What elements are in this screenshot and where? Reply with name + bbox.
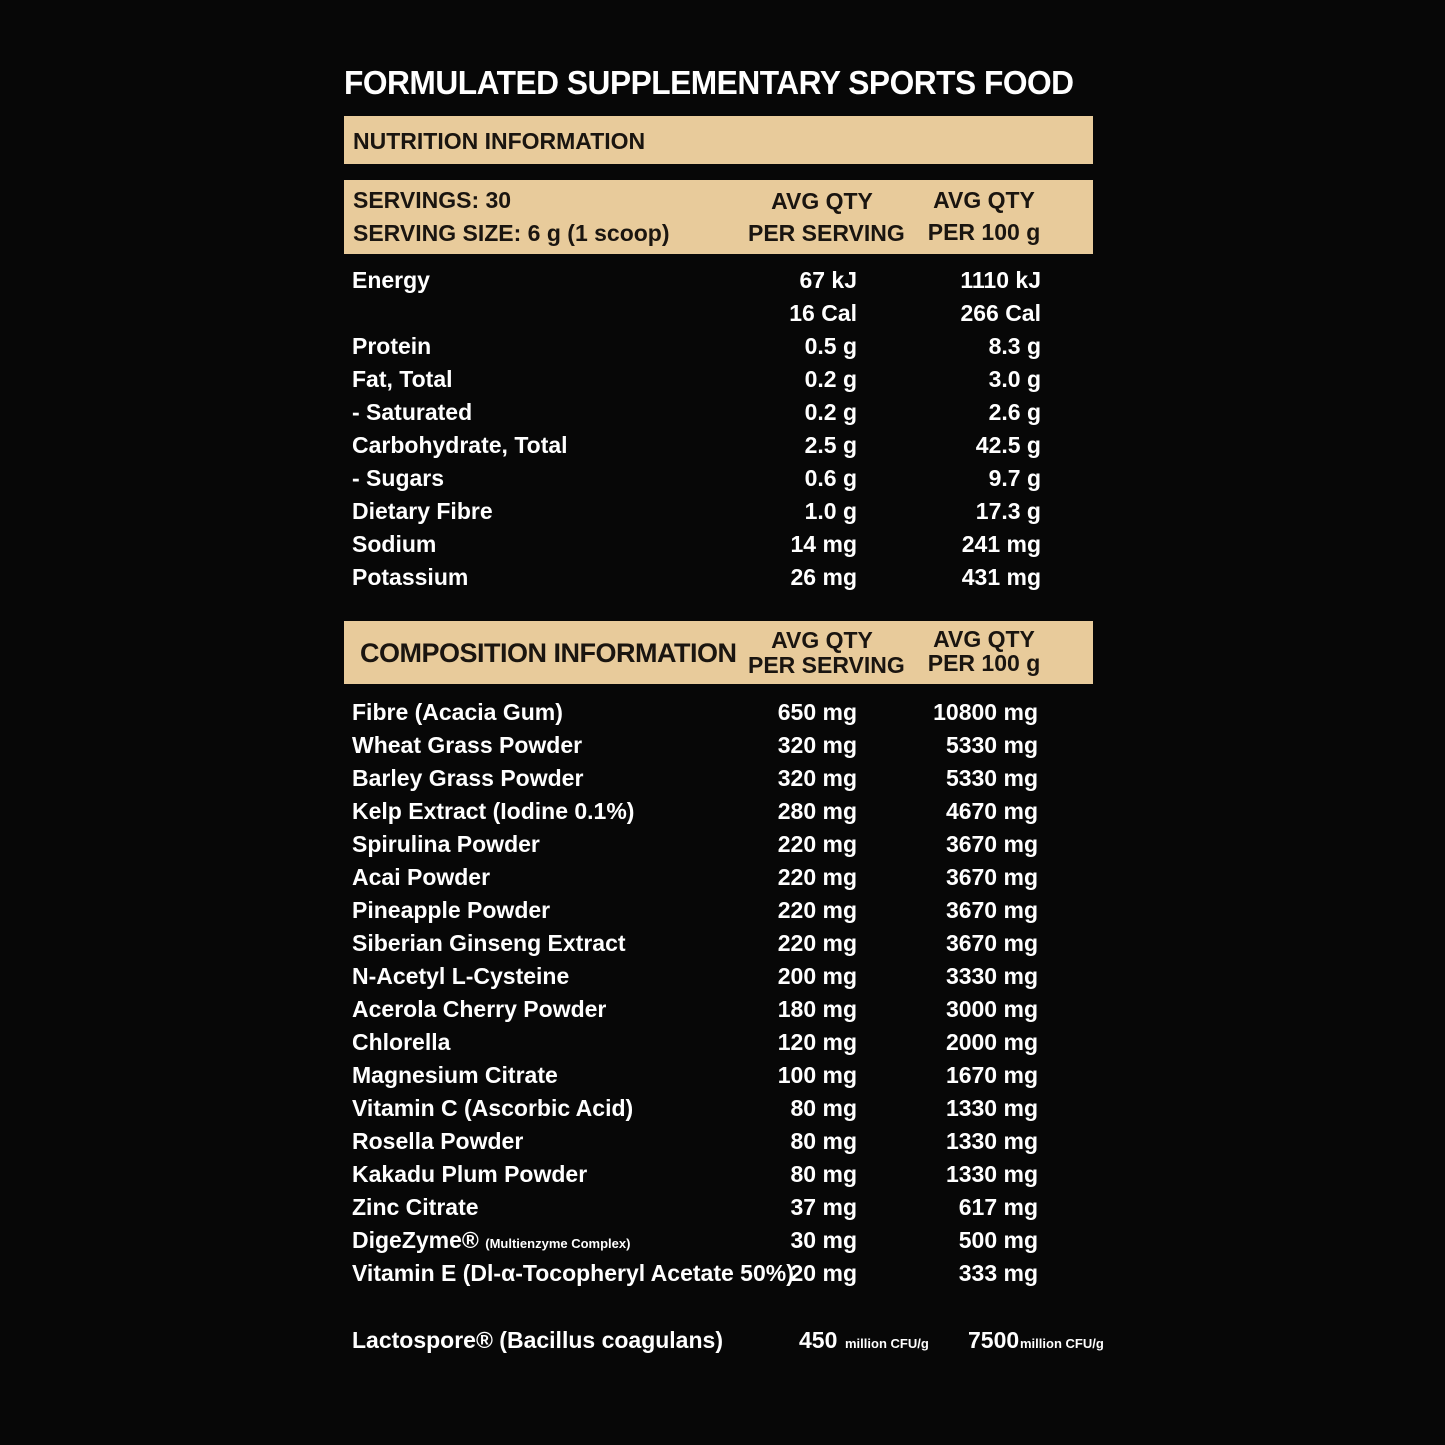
table-row: [344, 1191, 1093, 1224]
row-per-100g: 3670 mg: [945, 831, 1038, 857]
row-per-100g: 241 mg: [961, 531, 1041, 557]
table-row: [344, 561, 1093, 594]
row-per-serving: 220 mg: [777, 930, 857, 956]
row-per-100g: 1330 mg: [945, 1128, 1038, 1154]
serving-size: SERVING SIZE: 6 g (1 scoop): [353, 220, 670, 246]
row-name: Spirulina Powder: [352, 831, 540, 857]
table-row: [344, 729, 1093, 762]
row-per-serving: 320 mg: [777, 732, 857, 758]
table-row: [344, 1224, 1093, 1257]
row-name: Acai Powder: [352, 864, 491, 890]
row-per-100g: 42.5 g: [975, 432, 1041, 458]
row-per-serving: 180 mg: [777, 996, 857, 1022]
composition-table: [344, 696, 1093, 1290]
row-name: - Saturated: [352, 399, 473, 425]
row-per-100g: 3000 mg: [945, 996, 1038, 1022]
compo-col-per-100g-line2: PER 100 g: [927, 650, 1041, 676]
row-name: Acerola Cherry Powder: [352, 996, 607, 1022]
table-row: [344, 696, 1093, 729]
row-per-serving: 280 mg: [777, 798, 857, 824]
row-name: Vitamin E (Dl-α-Tocopheryl Acetate 50%): [352, 1260, 794, 1286]
row-per-serving: 20 mg: [790, 1260, 857, 1286]
row-per-serving: 80 mg: [790, 1161, 857, 1187]
composition-header: COMPOSITION INFORMATION: [360, 638, 737, 668]
row-per-serving: 220 mg: [777, 897, 857, 923]
nutrition-header: NUTRITION INFORMATION: [353, 128, 646, 154]
row-per-serving: 80 mg: [790, 1095, 857, 1121]
row-per-100g: 617 mg: [958, 1194, 1038, 1220]
row-name: Vitamin C (Ascorbic Acid): [352, 1095, 634, 1121]
table-row: [344, 960, 1093, 993]
row-per-100g: 1330 mg: [945, 1161, 1038, 1187]
row-name: Zinc Citrate: [352, 1194, 479, 1220]
table-row: [344, 1257, 1093, 1290]
row-name: Magnesium Citrate: [352, 1062, 558, 1088]
row-per-100g: 3670 mg: [945, 897, 1038, 923]
composition-header-band: [344, 621, 1093, 684]
row-per-serving: 67 kJ: [799, 267, 857, 293]
table-row: [344, 528, 1093, 561]
row-per-serving: 0.5 g: [804, 333, 857, 359]
col-per-100g-line1: AVG QTY: [933, 187, 1035, 213]
row-per-100g: 1670 mg: [945, 1062, 1038, 1088]
table-row: [344, 927, 1093, 960]
table-row: [344, 462, 1093, 495]
row-name: Rosella Powder: [352, 1128, 524, 1154]
row-per-serving: 16 Cal: [789, 300, 857, 326]
row-per-serving: 100 mg: [777, 1062, 857, 1088]
row-name: Chlorella: [352, 1029, 451, 1055]
nutrition-table: [344, 264, 1093, 594]
row-per-serving: 30 mg: [790, 1227, 857, 1253]
row-per-serving: 37 mg: [790, 1194, 857, 1220]
row-per-100g: 5330 mg: [945, 732, 1038, 758]
table-row: [344, 396, 1093, 429]
row-per-serving: 1.0 g: [804, 498, 857, 524]
row-name: Fibre (Acacia Gum): [352, 699, 563, 725]
row-name: Dietary Fibre: [352, 498, 493, 524]
row-name: Kakadu Plum Powder: [352, 1161, 588, 1187]
compo-col-per-100g-line1: AVG QTY: [933, 626, 1035, 652]
table-row: [344, 1125, 1093, 1158]
row-name: Sodium: [352, 531, 437, 557]
row-name: Siberian Ginseng Extract: [352, 930, 626, 956]
row-name-main: DigeZyme®: [352, 1227, 479, 1253]
row-per-serving: 26 mg: [790, 564, 857, 590]
row-name: Carbohydrate, Total: [352, 432, 568, 458]
lactospore-per-100g: 7500: [968, 1327, 1020, 1353]
col-per-serving-line1: AVG QTY: [771, 188, 873, 214]
row-per-serving: 220 mg: [777, 864, 857, 890]
table-row: [344, 363, 1093, 396]
row-name: Potassium: [352, 564, 469, 590]
row-per-100g: 3670 mg: [945, 864, 1038, 890]
row-per-serving: 320 mg: [777, 765, 857, 791]
row-per-serving: 2.5 g: [804, 432, 857, 458]
table-row: [344, 1158, 1093, 1191]
product-title: FORMULATED SUPPLEMENTARY SPORTS FOOD: [344, 64, 1074, 101]
table-row: [344, 495, 1093, 528]
row-per-serving: 200 mg: [777, 963, 857, 989]
row-name: Kelp Extract (Iodine 0.1%): [352, 798, 635, 824]
lactospore-unit-100g: million CFU/g: [1020, 1336, 1104, 1351]
row-name: Protein: [352, 333, 432, 359]
table-row: [344, 1059, 1093, 1092]
row-per-serving: 220 mg: [777, 831, 857, 857]
row-per-100g: 17.3 g: [975, 498, 1041, 524]
row-per-100g: 4670 mg: [945, 798, 1038, 824]
lactospore-name: Lactospore® (Bacillus coagulans): [352, 1327, 723, 1353]
row-per-100g: 3.0 g: [988, 366, 1041, 392]
row-per-100g: 5330 mg: [945, 765, 1038, 791]
row-per-100g: 500 mg: [958, 1227, 1038, 1253]
col-per-serving-line2: PER SERVING: [748, 220, 905, 246]
row-per-100g: 3330 mg: [945, 963, 1038, 989]
row-name: - Sugars: [352, 465, 445, 491]
row-per-serving: 80 mg: [790, 1128, 857, 1154]
row-per-100g: 3670 mg: [945, 930, 1038, 956]
row-name: Wheat Grass Powder: [352, 732, 583, 758]
row-name: N-Acetyl L-Cysteine: [352, 963, 570, 989]
row-name-note: (Multienzyme Complex): [485, 1236, 631, 1251]
compo-col-per-serving-line1: AVG QTY: [771, 627, 873, 653]
table-row: [344, 795, 1093, 828]
table-row: [344, 1026, 1093, 1059]
row-name: Barley Grass Powder: [352, 765, 584, 791]
row-per-100g: 1330 mg: [945, 1095, 1038, 1121]
table-row: [344, 894, 1093, 927]
row-per-100g: 8.3 g: [988, 333, 1041, 359]
row-per-100g: 1110 kJ: [960, 267, 1041, 293]
row-per-100g: 2000 mg: [945, 1029, 1038, 1055]
table-row: [344, 993, 1093, 1026]
col-per-100g-line2: PER 100 g: [927, 219, 1041, 245]
table-row: [344, 1092, 1093, 1125]
table-row: [344, 429, 1093, 462]
row-per-100g: 431 mg: [961, 564, 1041, 590]
compo-col-per-serving-line2: PER SERVING: [748, 652, 905, 678]
row-per-serving: 0.2 g: [804, 399, 857, 425]
row-name: Energy: [352, 267, 430, 293]
table-row: [344, 264, 1093, 297]
row-name: [352, 1224, 630, 1260]
table-row: [344, 297, 1093, 330]
table-row: [344, 330, 1093, 363]
row-per-100g: 9.7 g: [988, 465, 1041, 491]
row-per-100g: 266 Cal: [960, 300, 1041, 326]
row-per-serving: 0.2 g: [804, 366, 857, 392]
lactospore-per-serving: 450: [799, 1327, 838, 1353]
row-per-serving: 120 mg: [777, 1029, 857, 1055]
table-row: [344, 861, 1093, 894]
servings-count: SERVINGS: 30: [353, 187, 512, 213]
row-per-serving: 650 mg: [777, 699, 857, 725]
row-name: Pineapple Powder: [352, 897, 551, 923]
row-per-serving: 0.6 g: [804, 465, 857, 491]
nutrition-header-band: [344, 116, 1093, 164]
table-row: [344, 828, 1093, 861]
servings-header-band: [344, 180, 1093, 254]
row-per-100g: 10800 mg: [933, 699, 1038, 725]
lactospore-unit-serving: million CFU/g: [845, 1336, 929, 1351]
table-row: [344, 762, 1093, 795]
row-per-100g: 2.6 g: [988, 399, 1041, 425]
lactospore-row: [344, 1324, 1124, 1357]
row-per-serving: 14 mg: [790, 531, 857, 557]
row-name: Fat, Total: [352, 366, 453, 392]
row-per-100g: 333 mg: [958, 1260, 1038, 1286]
